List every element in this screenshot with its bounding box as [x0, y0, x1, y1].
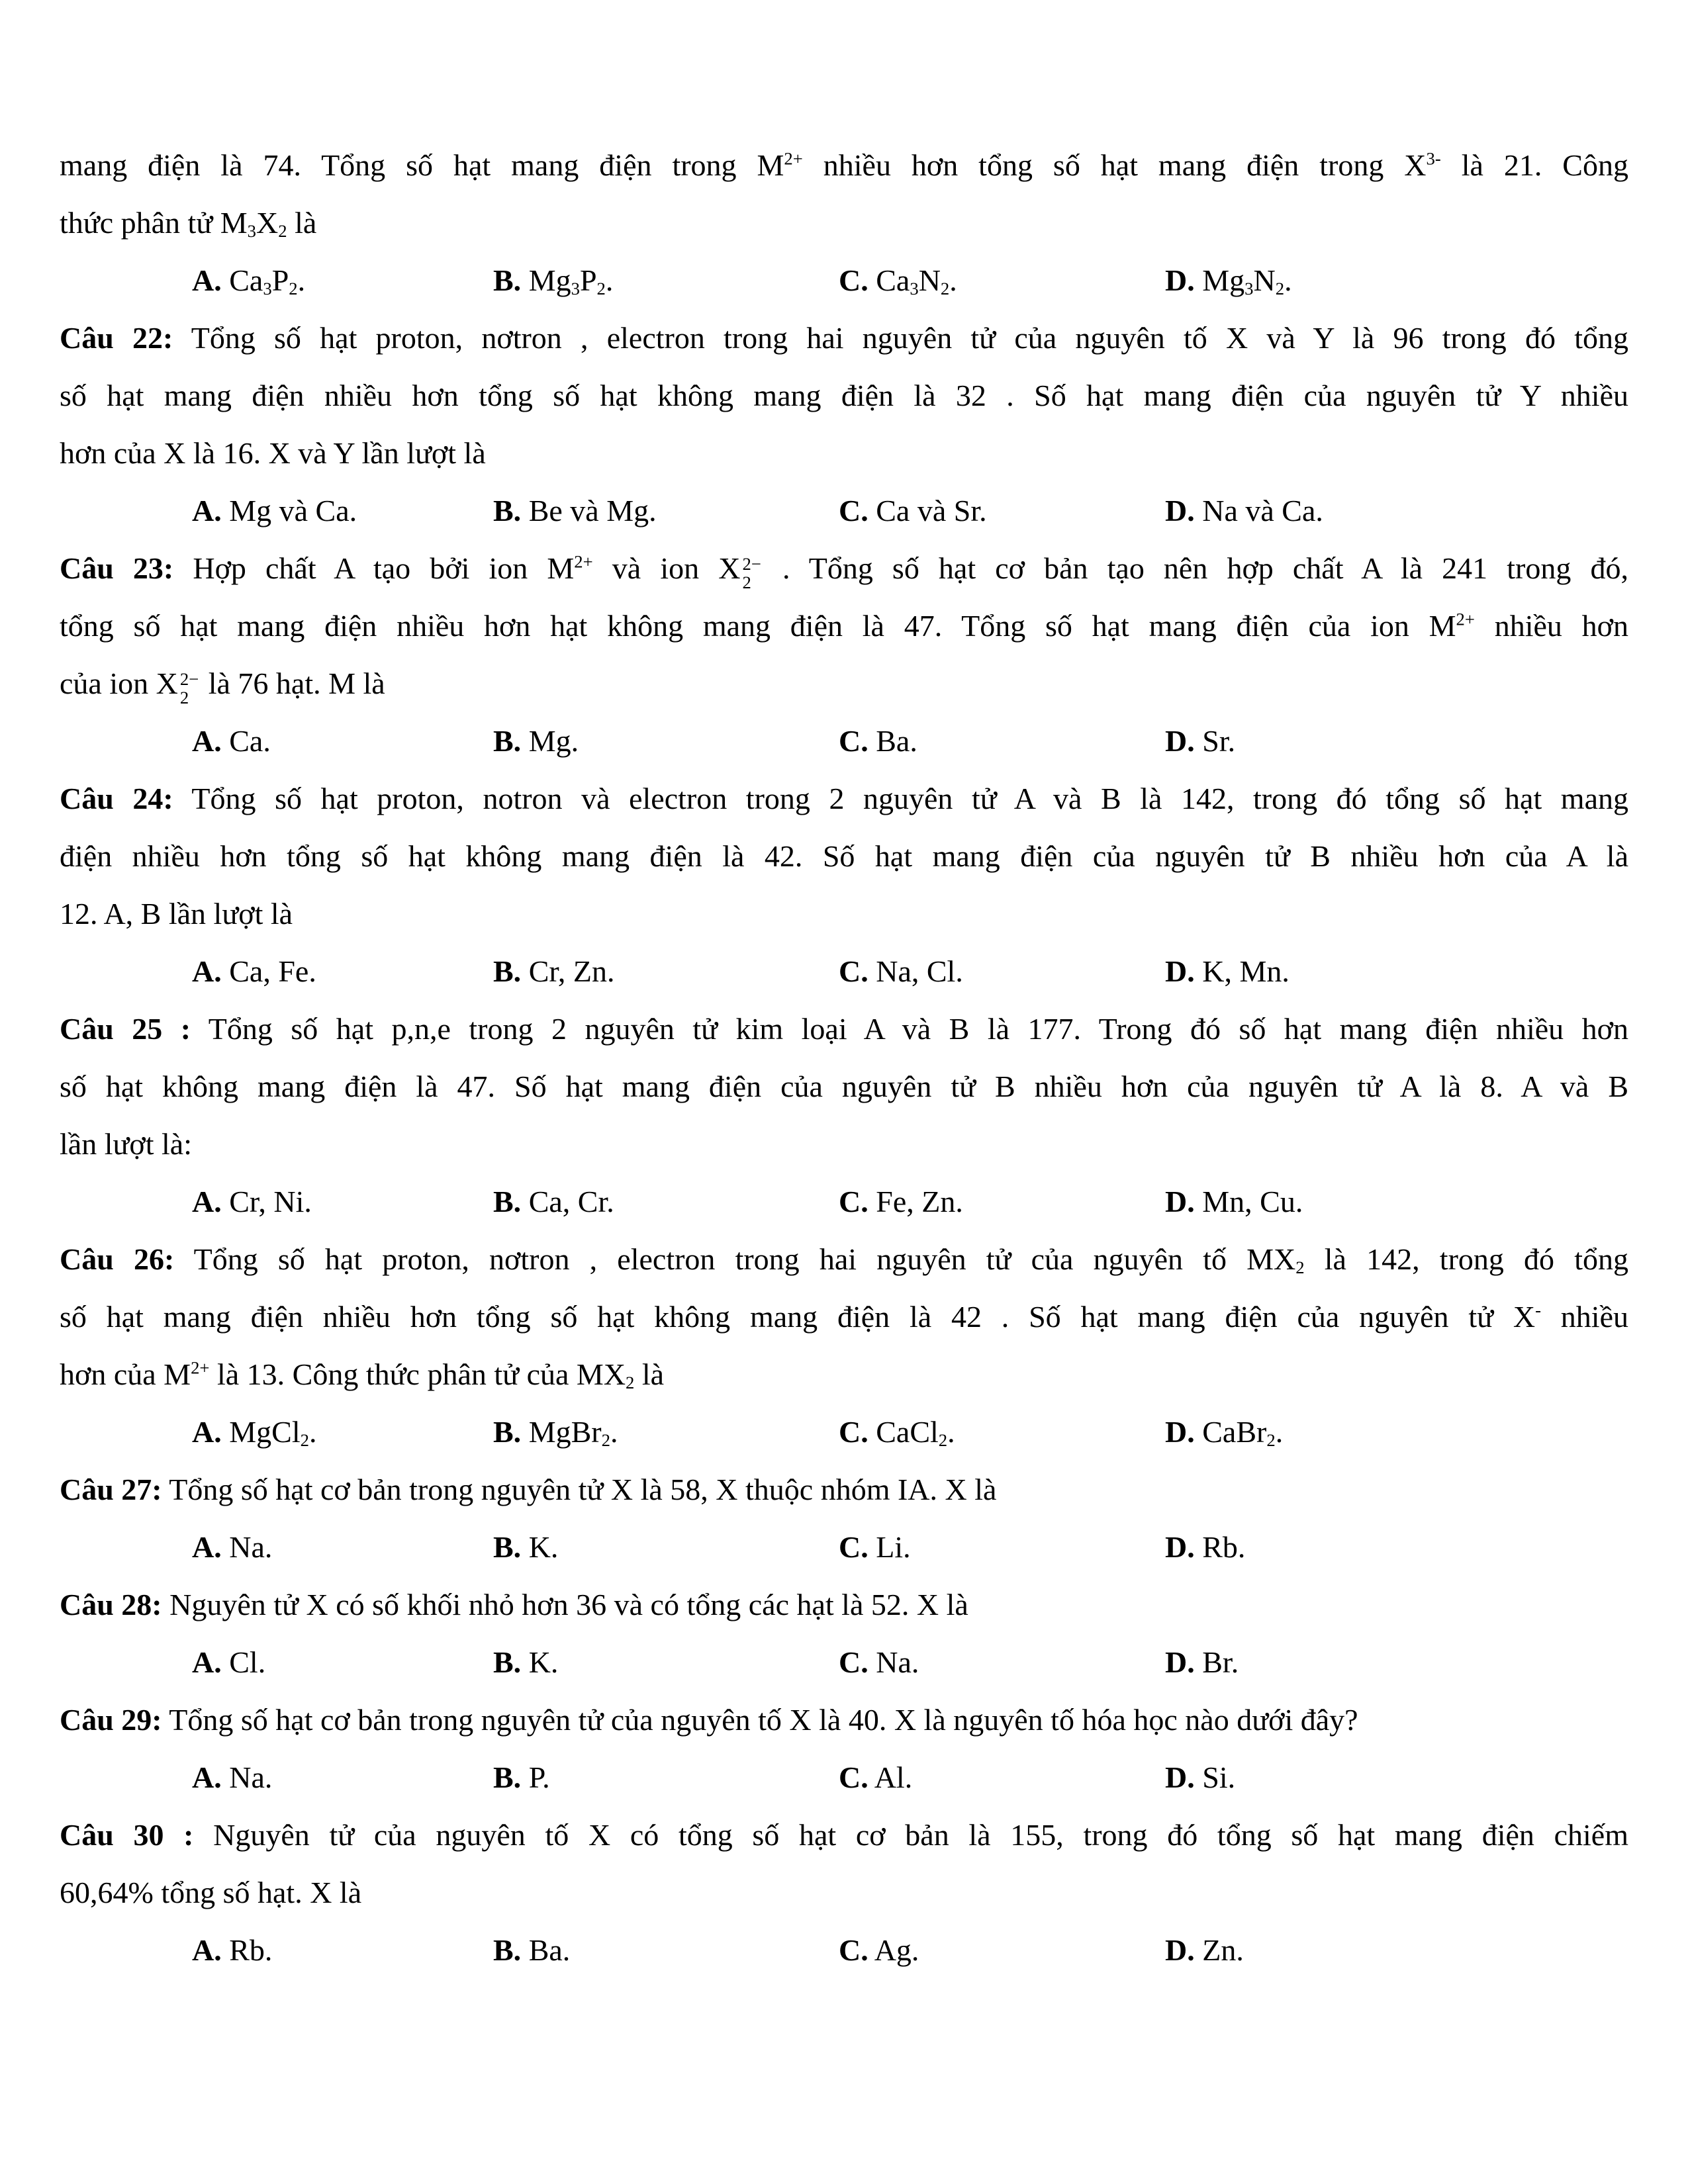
option-value: $Ca_3N_2$. — [876, 263, 957, 298]
option-letter: C. — [839, 1415, 868, 1449]
question-30-option-c — [839, 1921, 919, 1979]
option-value: Na. — [229, 1760, 273, 1794]
option-value: CaCl$_2$. — [876, 1415, 955, 1450]
option-letter: A. — [192, 263, 222, 297]
question-28-options — [60, 1633, 1628, 1691]
option-letter: A. — [192, 1645, 222, 1679]
question-25 — [60, 1000, 1628, 1230]
option-letter: D. — [1165, 1185, 1195, 1218]
option-letter: A. — [192, 1933, 222, 1967]
option-letter: D. — [1165, 263, 1195, 297]
option-letter: D. — [1165, 494, 1195, 527]
option-letter: C. — [839, 263, 868, 297]
option-value: Mg. — [528, 724, 579, 758]
question-24-line-1: Câu 24: Tổng số hạt proton, notron và electron trong 2 nguyên tử A và B là 142, trong đó tổng số hạt mang — [60, 782, 1628, 815]
question-26-line-3: hơn của $M^{2+}$ là 13. Công thức phân tử của $MX_2$ là — [60, 1357, 665, 1392]
option-letter: B. — [493, 1415, 522, 1449]
option-letter: C. — [839, 1645, 868, 1679]
question-23-line-1: Câu 23: Hợp chất A tạo bởi ion $M^{2+}$ và ion X 2− 2 . Tổng số hạt cơ bản tạo nên hợp chất A là 241 trong đó, — [60, 551, 1628, 592]
question-25-option-c — [839, 1173, 963, 1230]
option-value: K. — [528, 1530, 559, 1564]
option-letter: C. — [839, 1530, 868, 1564]
option-value: MgCl$_2$. — [229, 1415, 317, 1450]
option-value: Cl. — [229, 1645, 266, 1679]
option-letter: B. — [493, 1185, 522, 1218]
option-value: MgBr$_2$. — [528, 1415, 618, 1450]
question-24-option-a — [192, 942, 316, 1000]
option-value: Ba. — [528, 1933, 571, 1967]
option-letter: C. — [839, 1185, 868, 1218]
option-value: $Ca_3P_2$. — [229, 263, 306, 298]
question-24-option-c — [839, 942, 963, 1000]
option-value: Zn. — [1202, 1933, 1244, 1967]
question-23-option-b — [493, 712, 579, 770]
question-29-line-1: Câu 29: Tổng số hạt cơ bản trong nguyên tử của nguyên tố X là 40. X là nguyên tố hóa học nào dưới đây? — [60, 1703, 1358, 1737]
question-21-continuation-option-c — [839, 251, 957, 309]
question-30-option-a — [192, 1921, 272, 1979]
question-26-option-a — [192, 1403, 316, 1461]
question-28-option-b — [493, 1633, 558, 1691]
question-25-option-d — [1165, 1173, 1303, 1230]
question-29-options — [60, 1749, 1628, 1806]
option-value: Ca và Sr. — [876, 494, 987, 527]
option-value: Li. — [876, 1530, 911, 1564]
question-21-continuation-option-b — [493, 251, 613, 309]
question-22-option-c — [839, 482, 987, 539]
question-26-option-b — [493, 1403, 618, 1461]
question-29 — [60, 1691, 1628, 1806]
option-value: Ba. — [876, 724, 917, 758]
question-22-line-1: Câu 22: Tổng số hạt proton, nơtron , electron trong hai nguyên tử của nguyên tố X và Y là 96 trong đó tổng — [60, 321, 1628, 355]
stacked-subsup: 2− 2 — [179, 668, 199, 707]
question-30 — [60, 1806, 1628, 1979]
question-30-line-2: 60,64% tổng số hạt. X là — [60, 1876, 362, 1909]
question-28 — [60, 1576, 1628, 1691]
question-23-option-a — [192, 712, 271, 770]
stacked-subsup: 2− 2 — [742, 553, 761, 592]
question-22-line-2: số hạt mang điện nhiều hơn tổng số hạt không mang điện là 32 . Số hạt mang điện của nguyên tử Y nhiều — [60, 379, 1628, 412]
option-letter: D. — [1165, 954, 1195, 988]
option-letter: B. — [493, 494, 522, 527]
question-21-continuation-line-1: mang điện là 74. Tổng số hạt mang điện trong $M^{2+}$ nhiều hơn tổng số hạt mang điện trong $X^{3-}$ là 21. Công — [60, 148, 1628, 182]
question-29-option-a — [192, 1749, 272, 1806]
question-23-line-3: của ion X 2− 2 là 76 hạt. M là — [60, 666, 385, 707]
question-26-option-d — [1165, 1403, 1283, 1461]
question-23-option-c — [839, 712, 917, 770]
question-22 — [60, 309, 1628, 539]
question-23 — [60, 539, 1628, 770]
option-letter: B. — [493, 724, 522, 758]
option-letter: A. — [192, 494, 222, 527]
question-22-option-b — [493, 482, 657, 539]
question-24-line-3: 12. A, B lần lượt là — [60, 897, 293, 931]
question-25-option-a — [192, 1173, 312, 1230]
option-letter: B. — [493, 954, 522, 988]
option-letter: A. — [192, 954, 222, 988]
question-30-option-d — [1165, 1921, 1244, 1979]
option-value: Mn, Cu. — [1202, 1185, 1303, 1218]
question-26-line-2: số hạt mang điện nhiều hơn tổng số hạt không mang điện là 42 . Số hạt mang điện của nguyên tử X- nhiều — [60, 1300, 1629, 1334]
option-value: Br. — [1202, 1645, 1239, 1679]
option-letter: D. — [1165, 724, 1195, 758]
option-letter: B. — [493, 1760, 522, 1794]
option-value: Rb. — [1202, 1530, 1246, 1564]
option-value: Mg và Ca. — [229, 494, 357, 527]
option-letter: C. — [839, 1933, 868, 1967]
question-27-options — [60, 1518, 1628, 1576]
question-25-line-1: Câu 25 : Tổng số hạt p,n,e trong 2 nguyên tử kim loại A và B là 177. Trong đó số hạt mang điện nhiều hơn — [60, 1012, 1628, 1046]
question-26 — [60, 1230, 1628, 1461]
option-value: Ag. — [874, 1933, 919, 1967]
option-value: Na. — [876, 1645, 919, 1679]
question-22-line-3: hơn của X là 16. X và Y lần lượt là — [60, 436, 486, 470]
option-letter: A. — [192, 1415, 222, 1449]
question-22-options — [60, 482, 1628, 539]
option-letter: B. — [493, 1645, 522, 1679]
question-21-continuation-option-a — [192, 251, 305, 309]
question-24-option-b — [493, 942, 614, 1000]
question-29-option-d — [1165, 1749, 1235, 1806]
option-value: Na và Ca. — [1202, 494, 1323, 527]
option-value: Ca. — [229, 724, 271, 758]
option-value: CaBr$_2$. — [1202, 1415, 1284, 1450]
question-26-line-1: Câu 26: Tổng số hạt proton, nơtron , electron trong hai nguyên tử của nguyên tố $MX_2$ là 142, trong đó tổng — [60, 1242, 1628, 1277]
question-23-options — [60, 712, 1628, 770]
question-21-continuation-line-2: thức phân tử $M_3X_2$ là — [60, 206, 317, 241]
question-29-option-b — [493, 1749, 550, 1806]
exam-body — [60, 136, 1628, 1979]
question-25-line-3: lần lượt là: — [60, 1127, 192, 1161]
option-letter: C. — [839, 724, 868, 758]
option-value: Cr, Ni. — [229, 1185, 312, 1218]
question-25-options — [60, 1173, 1628, 1230]
option-letter: C. — [839, 1760, 868, 1794]
option-value: Si. — [1202, 1760, 1236, 1794]
question-27-option-a — [192, 1518, 272, 1576]
question-30-option-b — [493, 1921, 570, 1979]
question-29-option-c — [839, 1749, 912, 1806]
option-letter: A. — [192, 1530, 222, 1564]
question-28-option-d — [1165, 1633, 1239, 1691]
question-26-options — [60, 1403, 1628, 1461]
option-letter: A. — [192, 1185, 222, 1218]
option-value: $Mg_3P_2$. — [528, 263, 614, 298]
option-letter: A. — [192, 724, 222, 758]
question-24 — [60, 770, 1628, 1000]
question-25-option-b — [493, 1173, 614, 1230]
question-24-options — [60, 942, 1628, 1000]
option-letter: D. — [1165, 1760, 1195, 1794]
option-value: $Mg_3N_2$. — [1202, 263, 1292, 298]
question-23-option-d — [1165, 712, 1235, 770]
question-21-continuation — [60, 136, 1628, 309]
question-27-line-1: Câu 27: Tổng số hạt cơ bản trong nguyên tử X là 58, X thuộc nhóm IA. X là — [60, 1473, 997, 1506]
option-letter: B. — [493, 1530, 522, 1564]
option-letter: A. — [192, 1760, 222, 1794]
question-24-line-2: điện nhiều hơn tổng số hạt không mang điện là 42. Số hạt mang điện của nguyên tử B nhiều hơn của A là — [60, 839, 1628, 873]
question-25-line-2: số hạt không mang điện là 47. Số hạt mang điện của nguyên tử B nhiều hơn của nguyên tử A là 8. A và B — [60, 1069, 1628, 1103]
question-27-option-b — [493, 1518, 558, 1576]
option-value: Al. — [874, 1760, 913, 1794]
option-letter: D. — [1165, 1933, 1195, 1967]
option-value: K. — [528, 1645, 559, 1679]
question-27 — [60, 1461, 1628, 1576]
option-value: Be và Mg. — [528, 494, 657, 527]
question-28-option-a — [192, 1633, 265, 1691]
option-value: Na, Cl. — [876, 954, 963, 988]
question-28-line-1: Câu 28: Nguyên tử X có số khối nhỏ hơn 36 và có tổng các hạt là 52. X là — [60, 1588, 968, 1621]
option-value: Na. — [229, 1530, 273, 1564]
question-27-option-c — [839, 1518, 911, 1576]
question-22-option-a — [192, 482, 357, 539]
option-letter: C. — [839, 494, 868, 527]
option-value: P. — [528, 1760, 550, 1794]
question-26-option-c — [839, 1403, 955, 1461]
question-24-option-d — [1165, 942, 1289, 1000]
question-21-continuation-option-d — [1165, 251, 1292, 309]
option-value: K, Mn. — [1202, 954, 1289, 988]
question-27-option-d — [1165, 1518, 1245, 1576]
option-value: Ca, Cr. — [528, 1185, 614, 1218]
option-value: Fe, Zn. — [876, 1185, 963, 1218]
question-30-options — [60, 1921, 1628, 1979]
question-23-line-2: tổng số hạt mang điện nhiều hơn hạt không mang điện là 47. Tổng số hạt mang điện của ion $M^{2+}$ nhiều hơn — [60, 609, 1628, 643]
question-28-option-c — [839, 1633, 919, 1691]
option-letter: D. — [1165, 1645, 1195, 1679]
option-value: Rb. — [229, 1933, 273, 1967]
option-letter: B. — [493, 1933, 522, 1967]
option-value: Cr, Zn. — [528, 954, 615, 988]
option-value: Ca, Fe. — [229, 954, 316, 988]
option-letter: D. — [1165, 1530, 1195, 1564]
question-22-option-d — [1165, 482, 1323, 539]
option-letter: C. — [839, 954, 868, 988]
option-letter: B. — [493, 263, 522, 297]
option-value: Sr. — [1202, 724, 1236, 758]
question-21-continuation-options — [60, 251, 1628, 309]
question-30-line-1: Câu 30 : Nguyên tử của nguyên tố X có tổng số hạt cơ bản là 155, trong đó tổng số hạt mang điện chiếm — [60, 1818, 1628, 1852]
option-letter: D. — [1165, 1415, 1195, 1449]
